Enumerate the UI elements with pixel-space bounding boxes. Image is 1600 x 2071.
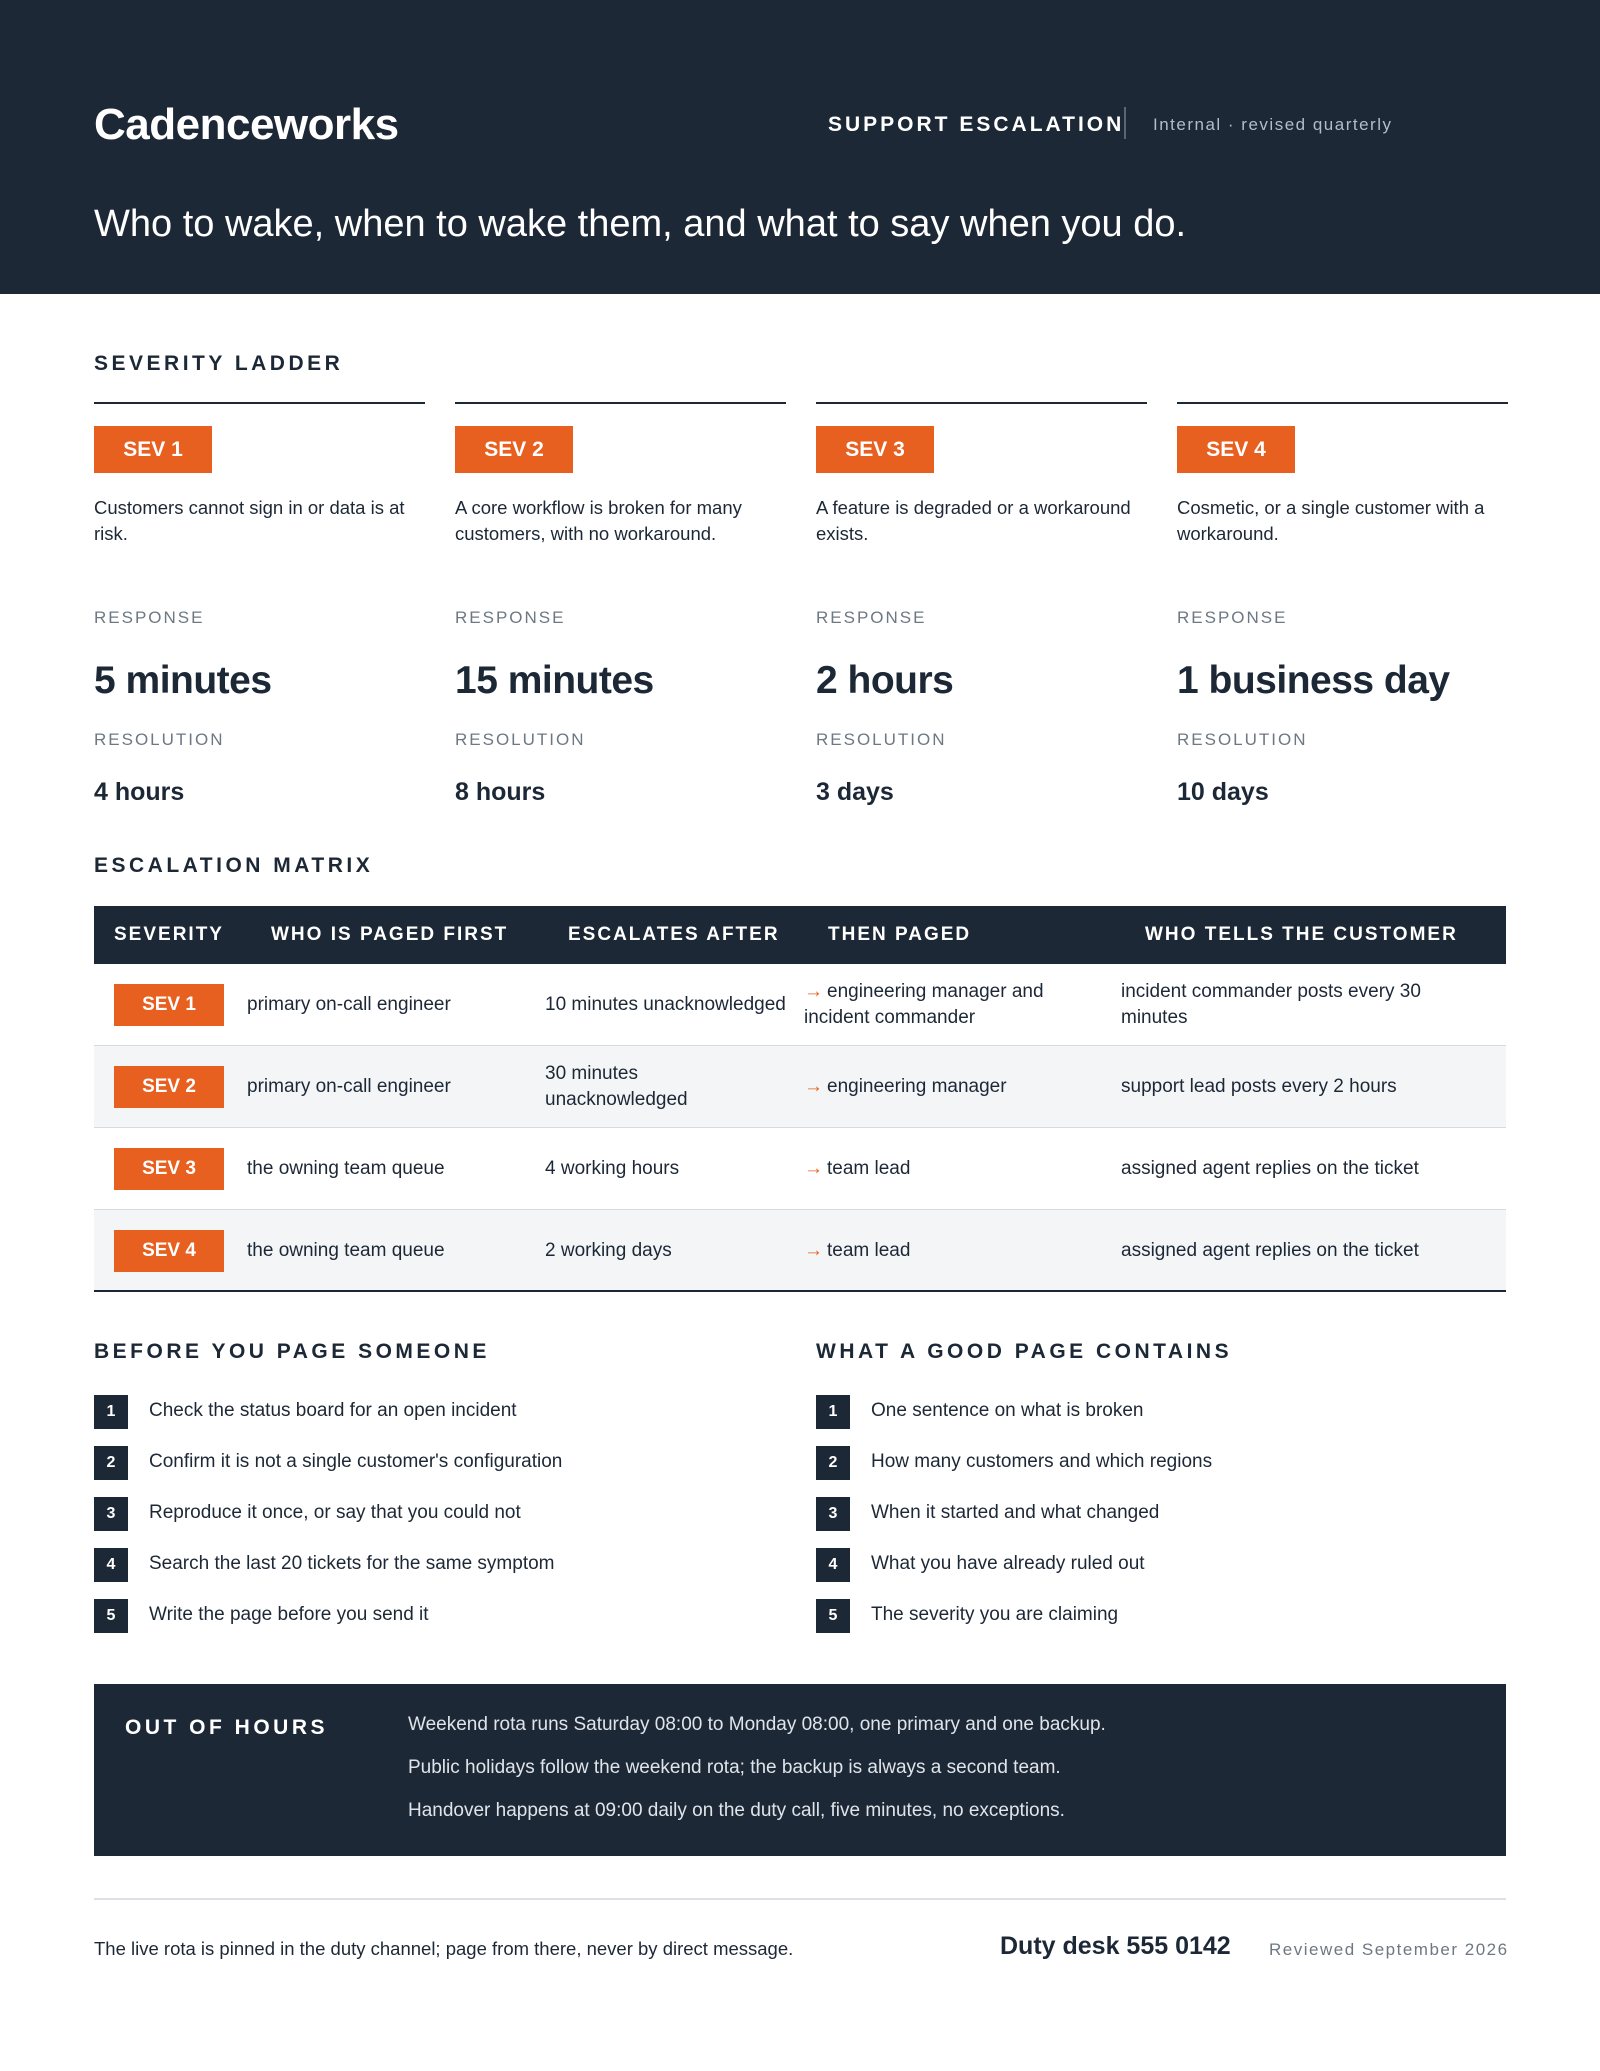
table-row <box>94 1210 1506 1292</box>
paged-first-cell: primary on-call engineer <box>247 1076 451 1097</box>
column-header-severity: SEVERITY <box>114 924 224 945</box>
document-title: SUPPORT ESCALATION <box>828 113 1125 136</box>
severity-description: Cosmetic, or a single customer with a workaround. <box>1177 497 1485 544</box>
footer-divider <box>94 1898 1506 1900</box>
list-item-text: The severity you are claiming <box>871 1604 1119 1625</box>
arrow-right-icon: → <box>804 1158 823 1179</box>
resolution-time: 3 days <box>816 778 894 806</box>
severity-ladder-title: SEVERITY LADDER <box>94 352 344 375</box>
resolution-label: RESOLUTION <box>455 730 586 749</box>
paged-first-cell: the owning team queue <box>247 1240 445 1261</box>
column-header-paged-first: WHO IS PAGED FIRST <box>271 924 509 945</box>
severity-badge: SEV 2 <box>455 426 573 473</box>
step-number-badge: 1 <box>94 1395 128 1429</box>
severity-card-sev4 <box>1177 402 1508 822</box>
out-of-hours-line: Public holidays follow the weekend rota; the backup is always a second team. <box>408 1757 1061 1778</box>
list-item-text: What you have already ruled out <box>871 1553 1145 1574</box>
escalates-after-cell: 30 minutes unacknowledged <box>545 1063 688 1110</box>
list-item-text: Search the last 20 tickets for the same symptom <box>149 1553 555 1574</box>
severity-card-sev2 <box>455 402 786 822</box>
response-label: RESPONSE <box>94 608 205 627</box>
resolution-label: RESOLUTION <box>816 730 947 749</box>
resolution-time: 4 hours <box>94 778 185 806</box>
footer-note: The live rota is pinned in the duty channel; page from there, never by direct message. <box>94 1938 794 1959</box>
step-number-badge: 3 <box>94 1497 128 1531</box>
severity-badge: SEV 3 <box>816 426 934 473</box>
resolution-label: RESOLUTION <box>94 730 225 749</box>
list-item-text: Check the status board for an open incident <box>149 1400 517 1421</box>
column-header-escalates-after: ESCALATES AFTER <box>568 924 780 945</box>
brand-name: Cadenceworks <box>94 100 399 149</box>
document-meta: Internal · revised quarterly <box>1153 115 1393 134</box>
step-number-badge: 1 <box>816 1395 850 1429</box>
step-number-badge: 3 <box>816 1497 850 1531</box>
list-item-text: Confirm it is not a single customer's configuration <box>149 1451 563 1472</box>
step-number-badge: 5 <box>94 1599 128 1633</box>
duty-desk-phone: Duty desk 555 0142 <box>1000 1932 1231 1960</box>
then-paged-cell <box>804 1046 1104 1128</box>
response-time: 15 minutes <box>455 659 654 702</box>
escalates-after-cell: 4 working hours <box>545 1158 680 1179</box>
response-time: 5 minutes <box>94 659 272 702</box>
list-item-text: Reproduce it once, or say that you could not <box>149 1502 521 1523</box>
response-label: RESPONSE <box>816 608 927 627</box>
severity-card-sev1 <box>94 402 425 822</box>
severity-badge: SEV 4 <box>114 1230 224 1272</box>
then-paged-cell <box>804 964 1104 1046</box>
paged-first-cell: the owning team queue <box>247 1158 445 1179</box>
tells-customer-cell: incident commander posts every 30 minutes <box>1121 981 1421 1028</box>
table-header <box>94 906 1506 964</box>
response-time: 2 hours <box>816 659 954 702</box>
list-item-text: How many customers and which regions <box>871 1451 1213 1472</box>
table-row <box>94 1046 1506 1128</box>
response-label: RESPONSE <box>1177 608 1288 627</box>
resolution-time: 8 hours <box>455 778 546 806</box>
escalates-after-cell: 2 working days <box>545 1240 672 1261</box>
escalation-matrix-title: ESCALATION MATRIX <box>94 854 374 877</box>
good-page-title: WHAT A GOOD PAGE CONTAINS <box>816 1340 1233 1363</box>
tagline: Who to wake, when to wake them, and what to say when you do. <box>94 203 1187 245</box>
severity-badge: SEV 2 <box>114 1066 224 1108</box>
tells-customer-cell: assigned agent replies on the ticket <box>1121 1158 1419 1179</box>
column-header-then-paged: THEN PAGED <box>828 924 972 945</box>
severity-badge: SEV 3 <box>114 1148 224 1190</box>
then-paged-text: engineering manager <box>827 1076 1007 1097</box>
step-number-badge: 2 <box>94 1446 128 1480</box>
severity-description: A feature is degraded or a workaround exists. <box>816 497 1131 544</box>
before-you-page-title: BEFORE YOU PAGE SOMEONE <box>94 1340 490 1363</box>
response-label: RESPONSE <box>455 608 566 627</box>
resolution-label: RESOLUTION <box>1177 730 1308 749</box>
arrow-right-icon: → <box>804 1076 823 1097</box>
step-number-badge: 2 <box>816 1446 850 1480</box>
column-header-tells-customer: WHO TELLS THE CUSTOMER <box>1145 924 1458 945</box>
list-item-text: Write the page before you send it <box>149 1604 429 1625</box>
arrow-right-icon: → <box>804 1240 823 1261</box>
list-item-text: When it started and what changed <box>871 1502 1160 1523</box>
severity-description: A core workflow is broken for many customers, with no workaround. <box>455 497 742 544</box>
arrow-right-icon: → <box>804 981 823 1002</box>
step-number-badge: 4 <box>94 1548 128 1582</box>
step-number-badge: 5 <box>816 1599 850 1633</box>
reviewed-date: Reviewed September 2026 <box>1269 1940 1509 1959</box>
table-row <box>94 1128 1506 1210</box>
then-paged-cell <box>804 1128 1104 1210</box>
severity-badge: SEV 4 <box>1177 426 1295 473</box>
table-row <box>94 964 1506 1046</box>
severity-card-sev3 <box>816 402 1147 822</box>
severity-badge: SEV 1 <box>114 984 224 1026</box>
tells-customer-cell: assigned agent replies on the ticket <box>1121 1240 1419 1261</box>
severity-badge: SEV 1 <box>94 426 212 473</box>
escalates-after-cell: 10 minutes unacknowledged <box>545 994 786 1015</box>
out-of-hours-title: OUT OF HOURS <box>125 1716 328 1739</box>
tells-customer-cell: support lead posts every 2 hours <box>1121 1076 1397 1097</box>
escalation-matrix-table <box>94 906 1506 1292</box>
step-number-badge: 4 <box>816 1548 850 1582</box>
header-divider <box>1124 107 1126 139</box>
then-paged-cell <box>804 1210 1104 1292</box>
list-item-text: One sentence on what is broken <box>871 1400 1144 1421</box>
paged-first-cell: primary on-call engineer <box>247 994 451 1015</box>
then-paged-text: team lead <box>827 1240 911 1261</box>
then-paged-text: engineering manager and incident commander <box>804 981 1044 1028</box>
response-time: 1 business day <box>1177 659 1450 702</box>
out-of-hours-line: Weekend rota runs Saturday 08:00 to Monday 08:00, one primary and one backup. <box>408 1714 1106 1735</box>
out-of-hours-line: Handover happens at 09:00 daily on the duty call, five minutes, no exceptions. <box>408 1800 1065 1821</box>
resolution-time: 10 days <box>1177 778 1269 806</box>
page-header <box>0 0 1600 294</box>
out-of-hours-panel <box>94 1684 1506 1856</box>
severity-description: Customers cannot sign in or data is at risk. <box>94 497 405 544</box>
then-paged-text: team lead <box>827 1158 911 1179</box>
